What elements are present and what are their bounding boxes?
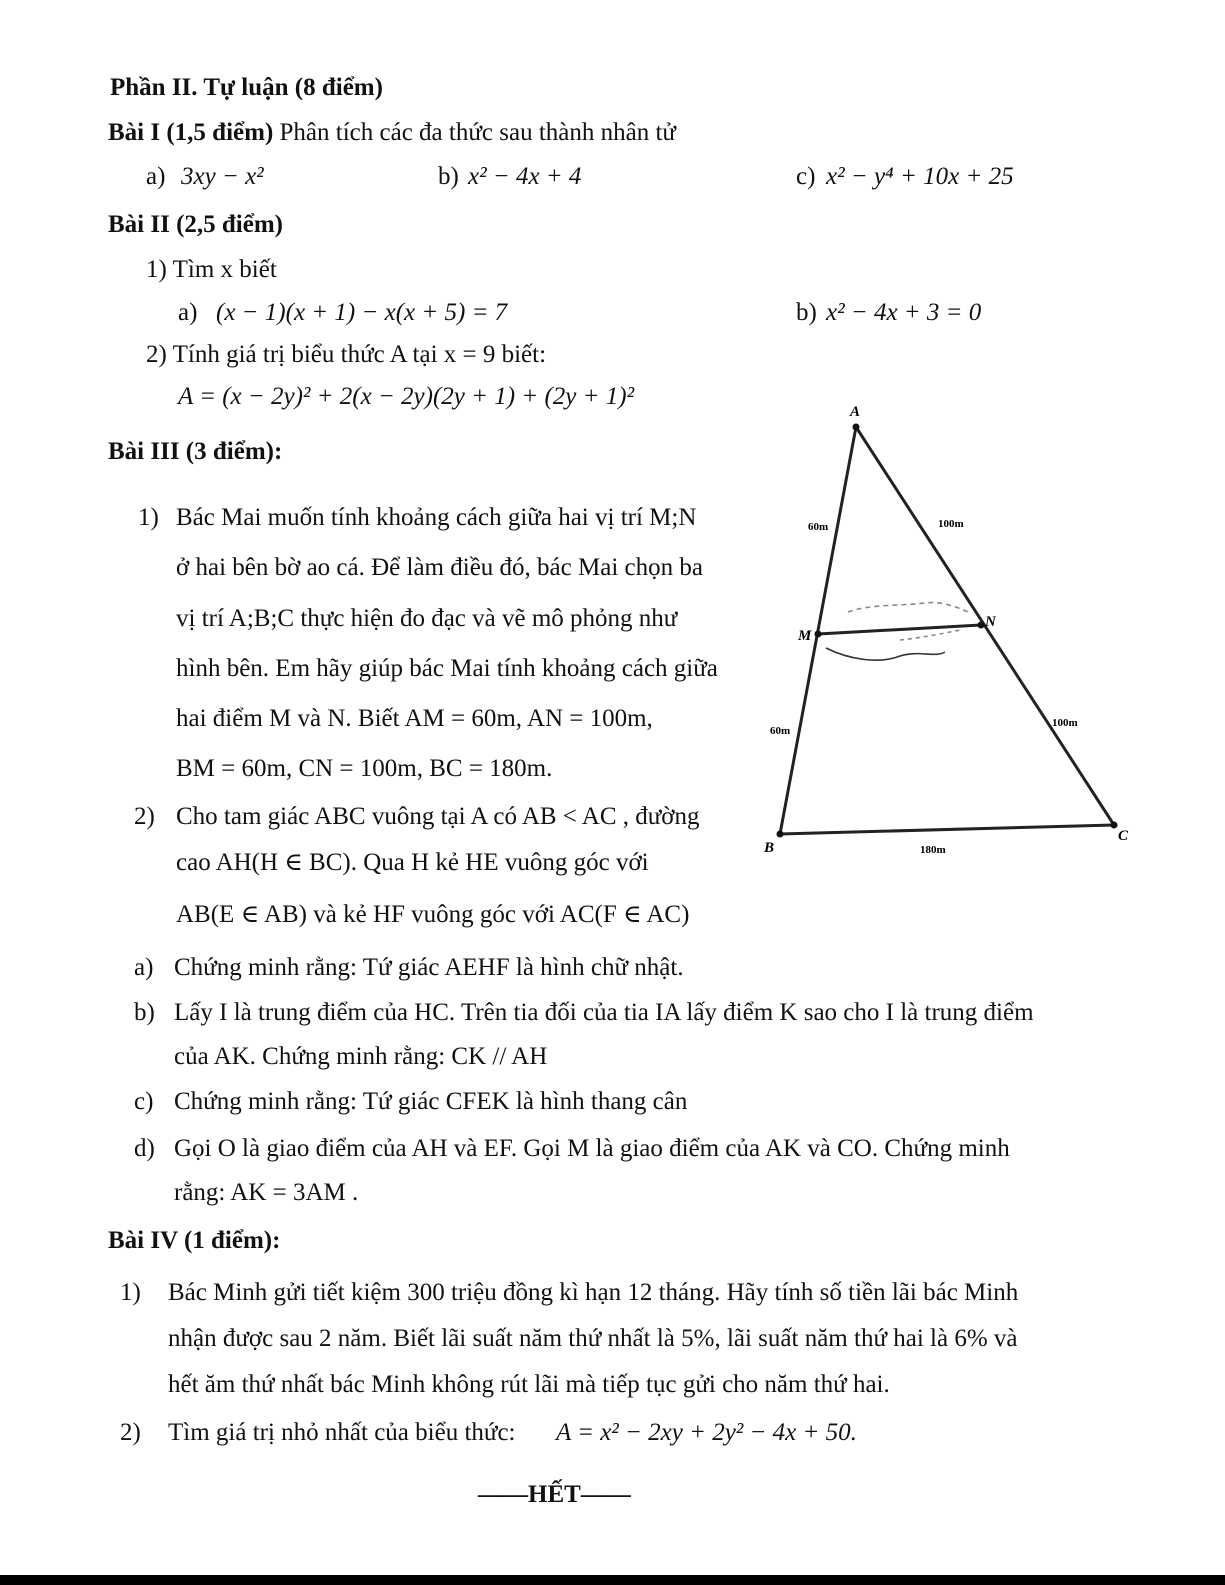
bai3-c-text: Chứng minh rằng: Tứ giác CFEK là hình thang cân (174, 1088, 688, 1115)
label-am: 60m (808, 521, 829, 533)
bai2-1b-label: b) (796, 299, 817, 326)
bai1-b-label: b) (438, 163, 459, 190)
label-c: C (1118, 828, 1129, 844)
bai4-1-line: nhận được sau 2 năm. Biết lãi suất năm thứ nhất là 5%, lãi suất năm thứ hai là 6% và (168, 1325, 1018, 1352)
bai3-a-label: a) (134, 954, 154, 981)
label-bc: 180m (920, 844, 946, 856)
segment-mn (818, 625, 981, 634)
bai4-2-num: 2) (120, 1419, 141, 1446)
bai4-1-line: hết ăm thứ nhất bác Minh không rút lãi mà tiếp tục gửi cho năm thứ hai. (168, 1371, 890, 1398)
bai3-2-line: Cho tam giác ABC vuông tại A có AB < AC , đường (176, 803, 700, 830)
bai1-intro: Phân tích các đa thức sau thành nhân tử (279, 119, 676, 146)
label-n: N (985, 614, 996, 630)
bai3-1-line: hình bên. Em hãy giúp bác Mai tính khoảng cách giữa (176, 655, 718, 682)
label-b: B (764, 840, 775, 856)
bai2-part2: 2) Tính giá trị biểu thức A tại x = 9 biết: (146, 341, 547, 368)
bai3-1-line: hai điểm M và N. Biết AM = 60m, AN = 100m, (176, 705, 653, 732)
bai2-1a-label: a) (178, 299, 198, 326)
bai1-c-label: c) (796, 163, 816, 190)
end-mark: ——HẾT—— (478, 1481, 631, 1508)
bai3-2-num: 2) (134, 803, 155, 830)
triangle-figure (758, 400, 1138, 870)
bai1-a-label: a) (146, 163, 166, 190)
label-cn: 100m (1052, 717, 1078, 729)
label-bm: 60m (770, 725, 791, 737)
bai2-2-expr: A = (x − 2y)² + 2(x − 2y)(2y + 1) + (2y + 1)² (178, 383, 635, 410)
bai3-b-label: b) (134, 999, 155, 1026)
side-bc (780, 825, 1114, 834)
label-m: M (798, 628, 812, 644)
bai3-2-line: cao AH(H ∈ BC). Qua H kẻ HE vuông góc với (176, 849, 649, 876)
bai3-b-text: Lấy I là trung điểm của HC. Trên tia đối của tia IA lấy điểm K sao cho I là trung điểm (174, 999, 1034, 1026)
bai3-1-line: BM = 60m, CN = 100m, BC = 180m. (176, 755, 553, 782)
bai3-d-label: d) (134, 1135, 155, 1162)
bai1-c-expr: x² − y⁴ + 10x + 25 (826, 163, 1014, 190)
bai4-title: Bài IV (1 điểm): (108, 1227, 281, 1254)
bai1-a-expr: 3xy − x² (181, 163, 264, 190)
label-a: A (850, 404, 861, 420)
bai3-d-text: Gọi O là giao điểm của AH và EF. Gọi M là giao điểm của AK và CO. Chứng minh (174, 1135, 1010, 1162)
label-an: 100m (938, 518, 964, 530)
bai3-1-num: 1) (138, 504, 159, 531)
bai1-heading (108, 118, 676, 148)
bai2-title: Bài II (2,5 điểm) (108, 211, 283, 238)
bai3-1-line: ở hai bên bờ ao cá. Để làm điều đó, bác Mai chọn ba (176, 554, 703, 581)
bai4-1-num: 1) (120, 1279, 141, 1306)
bai3-a-text: Chứng minh rằng: Tứ giác AEHF là hình chữ nhật. (174, 954, 684, 981)
bottom-border (0, 1575, 1225, 1585)
bai4-2-expr: A = x² − 2xy + 2y² − 4x + 50. (556, 1419, 857, 1446)
bai3-1-line: Bác Mai muốn tính khoảng cách giữa hai vị trí M;N (176, 504, 697, 531)
bai3-title: Bài III (3 điểm): (108, 438, 283, 465)
bai3-c-label: c) (134, 1088, 154, 1115)
bai4-1-line: Bác Minh gửi tiết kiệm 300 triệu đồng kì hạn 12 tháng. Hãy tính số tiền lãi bác Minh (168, 1279, 1019, 1306)
bai2-1b-expr: x² − 4x + 3 = 0 (826, 299, 982, 326)
bai2-part1: 1) Tìm x biết (146, 256, 277, 283)
bai1-b-expr: x² − 4x + 4 (468, 163, 582, 190)
bai1-title: Bài I (1,5 điểm) (108, 119, 274, 146)
section-title: Phần II. Tự luận (8 điểm) (110, 74, 383, 101)
bai3-d-text: rằng: AK = 3AM . (174, 1179, 359, 1206)
bai3-1-line: vị trí A;B;C thực hiện đo đạc và vẽ mô phỏng như (176, 605, 678, 632)
bai3-b-text: của AK. Chứng minh rằng: CK // AH (174, 1043, 548, 1070)
bai2-1a-expr: (x − 1)(x + 1) − x(x + 5) = 7 (216, 299, 508, 326)
bai3-2-line: AB(E ∈ AB) và kẻ HF vuông góc với AC(F ∈ AC) (176, 901, 690, 928)
bai4-2-text: Tìm giá trị nhỏ nhất của biểu thức: (168, 1419, 516, 1446)
